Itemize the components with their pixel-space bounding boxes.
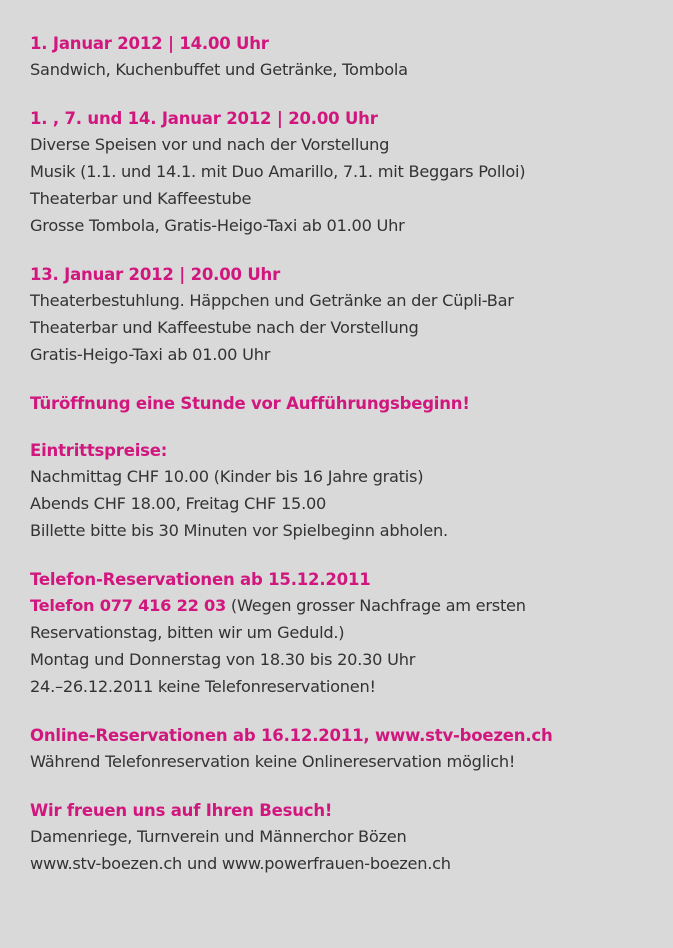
event-3-line: Theaterbar und Kaffeestube nach der Vorstellung	[30, 318, 419, 337]
prices-line: Abends CHF 18.00, Freitag CHF 15.00	[30, 494, 327, 513]
event-1-section	[30, 32, 650, 83]
event-2-line: Diverse Speisen vor und nach der Vorstellung	[30, 135, 390, 154]
prices-line: Nachmittag CHF 10.00 (Kinder bis 16 Jahre gratis)	[30, 467, 424, 486]
phone-reservation-section	[30, 568, 650, 700]
phone-number-line	[30, 592, 650, 619]
phone-reservation-heading: Telefon-Reservationen ab 15.12.2011	[30, 570, 371, 589]
phone-line: Reservationstag, bitten wir um Geduld.)	[30, 623, 345, 642]
prices-section	[30, 439, 650, 544]
phone-note: (Wegen grosser Nachfrage am ersten	[226, 596, 526, 615]
event-2-heading: 1. , 7. und 14. Januar 2012 | 20.00 Uhr	[30, 109, 378, 128]
closing-section	[30, 799, 650, 877]
closing-heading: Wir freuen uns auf Ihren Besuch!	[30, 801, 333, 820]
event-1-line: Sandwich, Kuchenbuffet und Getränke, Tombola	[30, 60, 408, 79]
phone-line: Montag und Donnerstag von 18.30 bis 20.30 Uhr	[30, 650, 416, 669]
event-2-line: Musik (1.1. und 14.1. mit Duo Amarillo, 7.1. mit Beggars Polloi)	[30, 162, 526, 181]
event-1-heading: 1. Januar 2012 | 14.00 Uhr	[30, 34, 269, 53]
event-3-line: Gratis-Heigo-Taxi ab 01.00 Uhr	[30, 345, 271, 364]
event-2-line: Theaterbar und Kaffeestube	[30, 189, 252, 208]
closing-line: Damenriege, Turnverein und Männerchor Bözen	[30, 827, 407, 846]
closing-line: www.stv-boezen.ch und www.powerfrauen-boezen.ch	[30, 854, 451, 873]
online-reservation-section	[30, 724, 650, 775]
event-2-section	[30, 107, 650, 239]
event-2-line: Grosse Tombola, Gratis-Heigo-Taxi ab 01.00 Uhr	[30, 216, 405, 235]
online-line: Während Telefonreservation keine Onlinereservation möglich!	[30, 752, 516, 771]
event-3-line: Theaterbestuhlung. Häppchen und Getränke an der Cüpli-Bar	[30, 291, 514, 310]
prices-heading: Eintrittspreise:	[30, 441, 168, 460]
doors-section	[30, 392, 650, 415]
doors-heading: Türöffnung eine Stunde vor Aufführungsbeginn!	[30, 394, 470, 413]
event-flyer	[30, 32, 650, 901]
phone-line: 24.–26.12.2011 keine Telefonreservationen!	[30, 677, 376, 696]
event-3-heading: 13. Januar 2012 | 20.00 Uhr	[30, 265, 281, 284]
event-3-section	[30, 263, 650, 368]
phone-number: Telefon 077 416 22 03	[30, 596, 227, 615]
prices-line: Billette bitte bis 30 Minuten vor Spielbeginn abholen.	[30, 521, 448, 540]
online-reservation-heading: Online-Reservationen ab 16.12.2011, www.stv-boezen.ch	[30, 726, 553, 745]
